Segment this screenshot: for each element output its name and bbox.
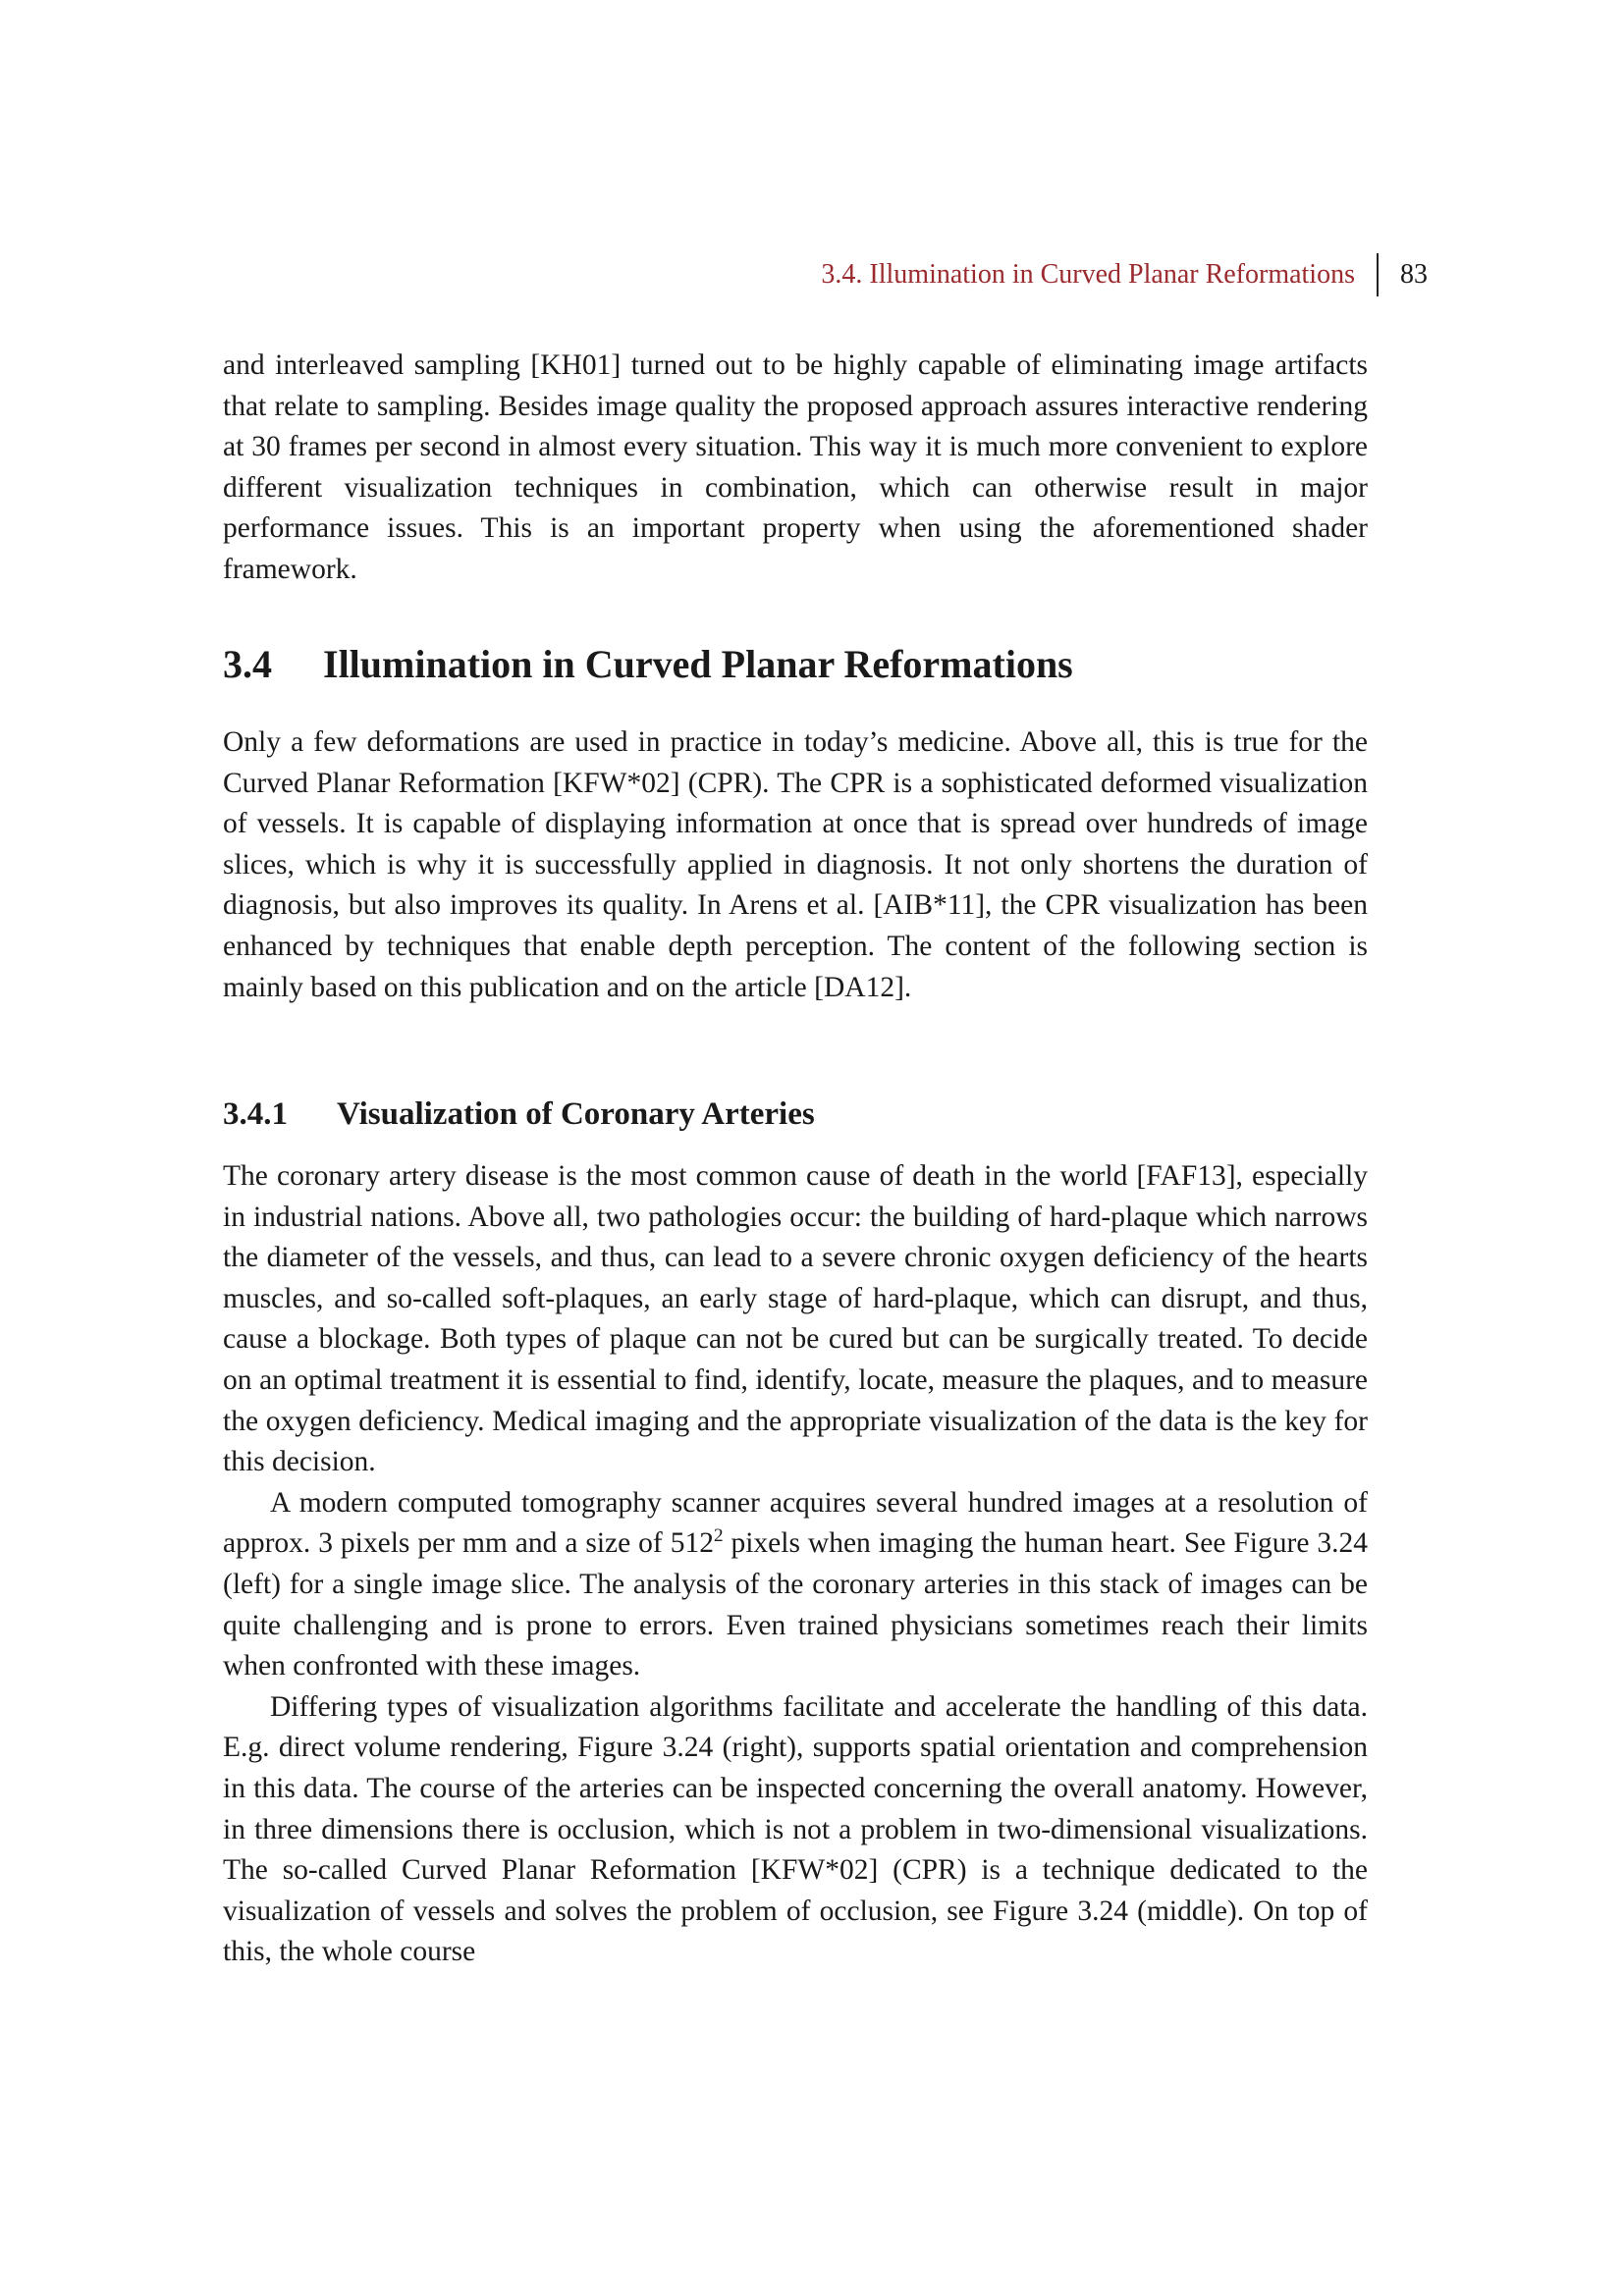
page-number: 83 [1400,259,1428,290]
paragraph-2-text-a: A modern computed tomography scanner acquires several hundred images at a resolution of approx. 3 pixels per mm and a size of 512 [223,1486,1368,1560]
subsection-number: 3.4.1 [223,1096,288,1132]
paragraph-2-text-b: pixels when imaging the human heart. See Figure 3.24 (left) for a single image slice. The analysis of the coronary arteries in this stack of images can be quite challenging and is prone to errors. Even trained physicians sometimes reach their limits when confronted with these images. [223,1527,1368,1682]
superscript-exponent: 2 [713,1525,724,1547]
subsection-paragraph-2 [223,1483,1368,1687]
running-header [821,253,1428,296]
subsection-heading [223,1094,815,1135]
subsection-paragraph-1: The coronary artery disease is the most common cause of death in the world [FAF13], especially in industrial nations. Above all, two pathologies occur: the building of hard-plaque which narrows the diameter of the vessels, and thus, can lead to a severe chronic oxygen deficiency of the hearts muscles, and so-called soft-plaques, an early stage of hard-plaque, which can disrupt, and thus, cause a blockage. Both types of plaque can not be cured but can be surgically treated. To decide on an optimal treatment it is essential to find, identify, locate, measure the plaques, and to measure the oxygen deficiency. Medical imaging and the appropriate visualization of the data is the key for this decision. [223,1160,1368,1478]
section-title: Illumination in Curved Planar Reformations [323,642,1073,686]
subsection-text-block [223,1156,1368,1973]
intro-paragraph: and interleaved sampling [KH01] turned out to be highly capable of eliminating image artifacts that relate to sampling. Besides image quality the proposed approach assures interactive rendering at 30 frames per second in almost every situation. This way it is much more convenient to explore different visualization techniques in combination, which can otherwise result in major performance issues. This is an important property when using the aforementioned shader framework. [223,349,1368,585]
intro-text-block [223,346,1368,591]
section-heading [223,640,1073,689]
section-number: 3.4 [223,642,272,686]
header-section-title: 3.4. Illumination in Curved Planar Reformations [821,259,1355,290]
section-paragraph: Only a few deformations are used in practice in today’s medicine. Above all, this is true for the Curved Planar Reformation [KFW*02] (CPR). The CPR is a sophisticated deformed visualization of vessels. It is capable of displaying information at once that is spread over hundreds of image slices, which is why it is successfully applied in diagnosis. It not only shortens the duration of diagnosis, but also improves its quality. In Arens et al. [AIB*11], the CPR visualization has been enhanced by techniques that enable depth perception. The content of the following section is mainly based on this publication and on the article [DA12]. [223,726,1368,1003]
section-text-block [223,722,1368,1008]
subsection-paragraph-3: Differing types of visualization algorithms facilitate and accelerate the handling of this data. E.g. direct volume rendering, Figure 3.24 (right), supports spatial orientation and comprehension in this data. The course of the arteries can be inspected concerning the overall anatomy. However, in three dimensions there is occlusion, which is not a problem in two-dimensional visualizations. The so-called Curved Planar Reformation [KFW*02] (CPR) is a technique dedicated to the visualization of vessels and solves the problem of occlusion, see Figure 3.24 (middle). On top of this, the whole course [223,1690,1368,1968]
subsection-title: Visualization of Coronary Arteries [337,1096,815,1132]
